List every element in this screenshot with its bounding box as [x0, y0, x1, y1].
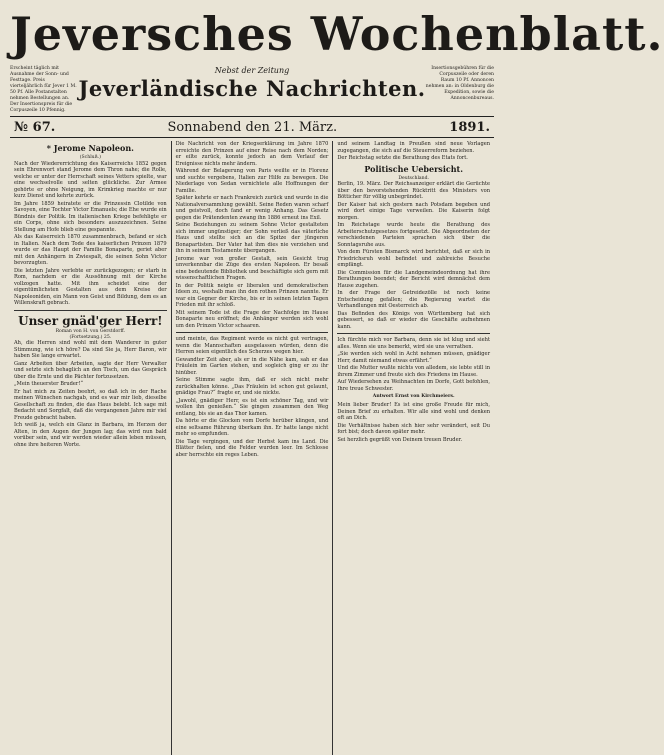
paragraph: Von dem Fürsten Bismarck wird berichtet, daß er sich in Friedrichsruh wohl befindet und zahlreiche Besuche empfängt.	[337, 249, 491, 269]
left-subscription-note: Erscheint täglich mit Ausnahme der Sonn- und Festtage. Preis vierteljährlich für Jever 1 M. 50 Pf. Alle Postanstalten nehmen Bestellungen an. Der Insertionspreis für die Corpuszeile 10 Pfennig.	[10, 66, 77, 113]
paragraph: Seine Beziehungen zu seinem Sohne Victor gestalteten sich immer ungünstiger; der Sohn verließ das väterliche Haus und stellte sich an die Spitze der jüngeren Bonapartisten. Der Vater hat ihm dies nie verziehen und ihn in seinem Testamente übergangen.	[175, 222, 329, 254]
article-heading: * Jerome Napoleon.	[46, 143, 134, 153]
feuilleton-separator	[14, 310, 167, 311]
paragraph: Während der Belagerung von Paris weilte er in Florenz und suchte vergebens, Italien zur Hilfe zu bewegen. Die Niederlage von Sedan vernichtete alle Hoffnungen der Familie.	[175, 168, 329, 194]
politics-body	[337, 181, 490, 330]
paragraph: „Jawohl, gnädiger Herr, es ist ein schöner Tag, und wir wollen ihn genießen.“ Sie gingen zusammen den Weg entlang, bis sie an das Thor kamen.	[175, 397, 329, 417]
paragraph: Ich weiß ja, welch ein Glanz in Barbara, im Herzen der Alten, in den Augen der Jungen lag; das wird nun bald vorüber sein, und wir werden wieder allein leben müssen, ohne ihre heiteren Worte.	[14, 422, 167, 448]
paragraph: Ah, die Herren sind wohl mit dem Wanderer in guter Stimmung, wie ich höre? Da sind Sie ja, Herr Baron, wir haben Sie lange erwartet.	[14, 340, 167, 360]
column-2	[172, 141, 334, 755]
paragraph: Der Reichstag setzte die Berathung des Etats fort.	[337, 155, 468, 161]
feuilleton-body	[337, 337, 490, 392]
subheader-row	[10, 66, 494, 114]
paragraph: Sei herzlich gegrüßt von Deinem treuen Bruder.	[337, 436, 463, 443]
paragraph: Mein lieber Bruder! Es ist eine große Freude für mich, Deinen Brief zu erhalten. Wir alle sind wohl und denken oft an Dich.	[337, 402, 491, 422]
paragraph: Als das Kaiserreich 1870 zusammenbrach, befand er sich in Italien. Nach dem Tode des kaiserlichen Prinzen 1879 wurde er das Haupt der Familie Bonaparte, geriet aber mit den Anhängern in Zwiespalt, die seinen Sohn Victor bevorzugten.	[14, 234, 167, 267]
subtitle-block	[78, 66, 425, 103]
paragraph: „Sie werden sich wohl in Acht nehmen müssen, gnädiger Herr, damit niemand etwas erfährt.“	[337, 351, 491, 364]
paragraph: In der Politik neigte er liberalen und demokratischen Ideen zu, weshalb man ihn den rothen Prinzen nannte. Er war ein Gegner der Kirche, bis er in seinen letzten Tagen Frieden mit ihr schloß.	[175, 282, 329, 308]
paragraph: Seine Stimme sagte ihm, daß er sich nicht mehr zurückhalten könne. „Das Fräulein ist schon gut gelaunt, gnädige Frau?“ fragte er, und sie nickte.	[175, 377, 329, 396]
feuilleton-chapter: (Fortsetzung.) 25.	[69, 334, 112, 340]
paragraph: Gewandter Zeit aber, als er in die Nähe kam, sah er das Fräulein im Garten stehen, und sogleich ging er zu ihr hinüber.	[175, 356, 329, 376]
dateline	[10, 117, 494, 137]
paragraph: und seinem Landtag in Preußen sind neue Vorlagen zugegangen, die sich auf die Steuerreform beziehen.	[337, 141, 491, 154]
columns	[10, 141, 494, 755]
letter-heading: Antwort Ernst von Kirchmeiers.	[372, 394, 455, 400]
article-body	[337, 141, 490, 162]
issue-number: № 67.	[14, 119, 56, 135]
feuilleton-title: Unser gnäd'ger Herr!	[18, 313, 163, 328]
paragraph: Jerome war von großer Gestalt, sein Gesicht trug unverkennbar die Züge des ersten Napoleon. Er besaß eine bedeutende Bibliothek und beschäftigte sich gern mit wissenschaftlichen Fragen.	[175, 255, 329, 281]
feuilleton-separator	[176, 332, 329, 333]
issue-date: Sonnabend den 21. März.	[167, 119, 338, 135]
feuilleton-body	[14, 340, 167, 448]
paragraph: und meinte, das Regiment werde es nicht gut vertragen, wenn die Mannschaften ausgelassen würden, denn die Herren seien eigentlich des Scherzes wegen hier.	[175, 336, 329, 355]
column-1	[10, 141, 172, 755]
paragraph: Er hat mich zu Zeiten beehrt, so daß ich in der Rache meinen Wünschen nachgab, und es war mir lieb, dieselbe Gesellschaft zu finden, die das Haus belebt. Ich sage mit Bedacht und Sorgfalt, daß die vergangenen Jahre mir viel Freude gebracht haben.	[14, 388, 167, 421]
paragraph: Ich fürchte mich vor Barbara, denn sie ist klug und sieht alles. Wenn sie uns bemerkt, wird sie uns verrathen.	[337, 337, 491, 350]
paragraph: Später kehrte er nach Frankreich zurück und wurde in die Nationalversammlung gewählt. Seine Reden waren scharf und geistvoll, doch fand er wenig Anhang. Das Gesetz gegen die Prätendenten zwang ihn 1886 erneut ins Exil.	[175, 195, 329, 221]
politics-subheading: Deutschland.	[398, 175, 430, 181]
paragraph: Im Reichstage wurde heute die Berathung des Arbeiterschutzgesetzes fortgesetzt. Die Abgeordneten der verschiedenen Parteien sprachen sich über die Sonntagsruhe aus.	[337, 222, 491, 248]
article-subheading: (Schluß.)	[79, 155, 101, 160]
paragraph: Und die Mutter wußte nichts von alledem, sie lebte still in ihrem Zimmer und freute sich des Friedens im Hause.	[337, 365, 491, 378]
paragraph: Mit seinem Tode ist die Frage der Nachfolge im Hause Bonaparte neu eröffnet; die Anhänger werden sich wohl um den Prinzen Victor schaaren.	[175, 309, 329, 329]
issue-year: 1891.	[449, 119, 490, 135]
paragraph: „Mein theuerster Bruder!“	[14, 381, 84, 388]
paragraph: Die Verhältnisse haben sich hier sehr verändert, seit Du fort bist; doch davon später mehr.	[337, 422, 491, 436]
right-insertion-note: Insertionsgebühren für die Corpuszeile oder deren Raum 10 Pf. Annoncen nehmen an: in Oldenburg die Expedition, sowie die Annoncenbureaus.	[425, 66, 494, 101]
letter-body	[337, 402, 490, 443]
paragraph: Da hörte er die Glocken vom Dorfe herüber klingen, und eine seltsame Rührung überkam ihn. Er hatte lange nicht mehr so empfunden.	[175, 418, 329, 437]
feuilleton-body	[176, 336, 329, 458]
paragraph: Im Jahre 1859 heiratete er die Prinzessin Clotilde von Savoyen, eine Tochter Victor Emanuels; die Ehe wurde ein Bündnis der Politik. Im italienischen Kriege befehligte er ein Corps, ohne sich besonders auszuzeichnen. Seine Stellung am Hofe blieb eine gespannte.	[14, 200, 167, 233]
paragraph: Das Befinden des Königs von Württemberg hat sich gebessert, so daß er wieder die Geschäfte aufnehmen kann.	[337, 310, 491, 330]
paragraph: Auf Wiedersehen zu Weihnachten im Dorfe, Gott befohlen, Ihre treue Schwester.	[337, 379, 491, 392]
article-body	[176, 141, 329, 329]
nebst-label: Nebst der Zeitung	[214, 66, 290, 75]
paragraph: Die Nachricht von der Kriegserklärung im Jahre 1870 erreichte den Prinzen auf einer Reise nach dem Norden; er eilte zurück, konnte jedoch an dem Verlauf der Ereignisse nichts mehr ändern.	[175, 141, 329, 167]
subtitle: Jeverländische Nachrichten.	[78, 76, 426, 101]
paragraph: Die Commission für die Landgemeindeordnung hat ihre Berathungen beendet; der Bericht wird demnächst dem Hause zugehen.	[337, 269, 491, 289]
paragraph: In der Frage der Getreidezölle ist noch keine Entscheidung gefallen; die Regierung wartet die Verhandlungen mit Oesterreich ab.	[337, 290, 491, 310]
masthead-title: Jeversches Wochenblatt.	[10, 7, 664, 61]
paragraph: Die letzten Jahre verlebte er zurückgezogen; er starb in Rom, nachdem er die Aussöhnung mit der Kirche vollzogen hatte. Mit ihm scheidet eine der eigentümlichsten Gestalten aus dem Kreise der Napoleoniden, ein Mann von Geist und Bildung, dem es an Willenskraft gebrach.	[14, 267, 167, 307]
paragraph: Ganz Arbeiten über Arbeiten, sagte der Herr Verwalter und setzte sich behaglich an den Tisch, um das Gespräch über die Ernte und die Pächter fortzusetzen.	[14, 360, 167, 380]
article-body	[14, 161, 167, 307]
paragraph: Die Tage vergingen, und der Herbst kam ins Land. Die Blätter fielen, und die Felder wurden leer. Im Schlosse aber herrschte ein reges Leben.	[175, 438, 329, 458]
bottom-rule	[10, 137, 494, 138]
paragraph: Nach der Wiedererrichtung des Kaiserreichs 1852 gegen sein Ehrenwort stand Jerome dem Thron nahe; die Rolle, welche er unter der Herrschaft seines Vetters spielte, war eine wechselvolle und selten glückliche. Zur Armee gehörte er ohne Neigung, im Krimkrieg machte er nur kurz Dienst und kehrte zurück.	[14, 160, 167, 200]
feuilleton-separator	[337, 333, 490, 334]
paragraph: Der Kaiser hat sich gestern nach Potsdam begeben und wird dort einige Tage verweilen. Die Kaiserin folgt morgen.	[337, 201, 491, 221]
column-3	[333, 141, 494, 755]
paragraph: Berlin, 19. März. Der Reichsanzeiger erklärt die Gerüchte über den bevorstehenden Rücktritt des Ministers von Bötticher für völlig unbegründet.	[337, 181, 491, 201]
feuilleton-author: Roman von H. von Gerstdorff.	[55, 328, 126, 334]
politics-heading: Politische Uebersicht.	[364, 163, 464, 174]
